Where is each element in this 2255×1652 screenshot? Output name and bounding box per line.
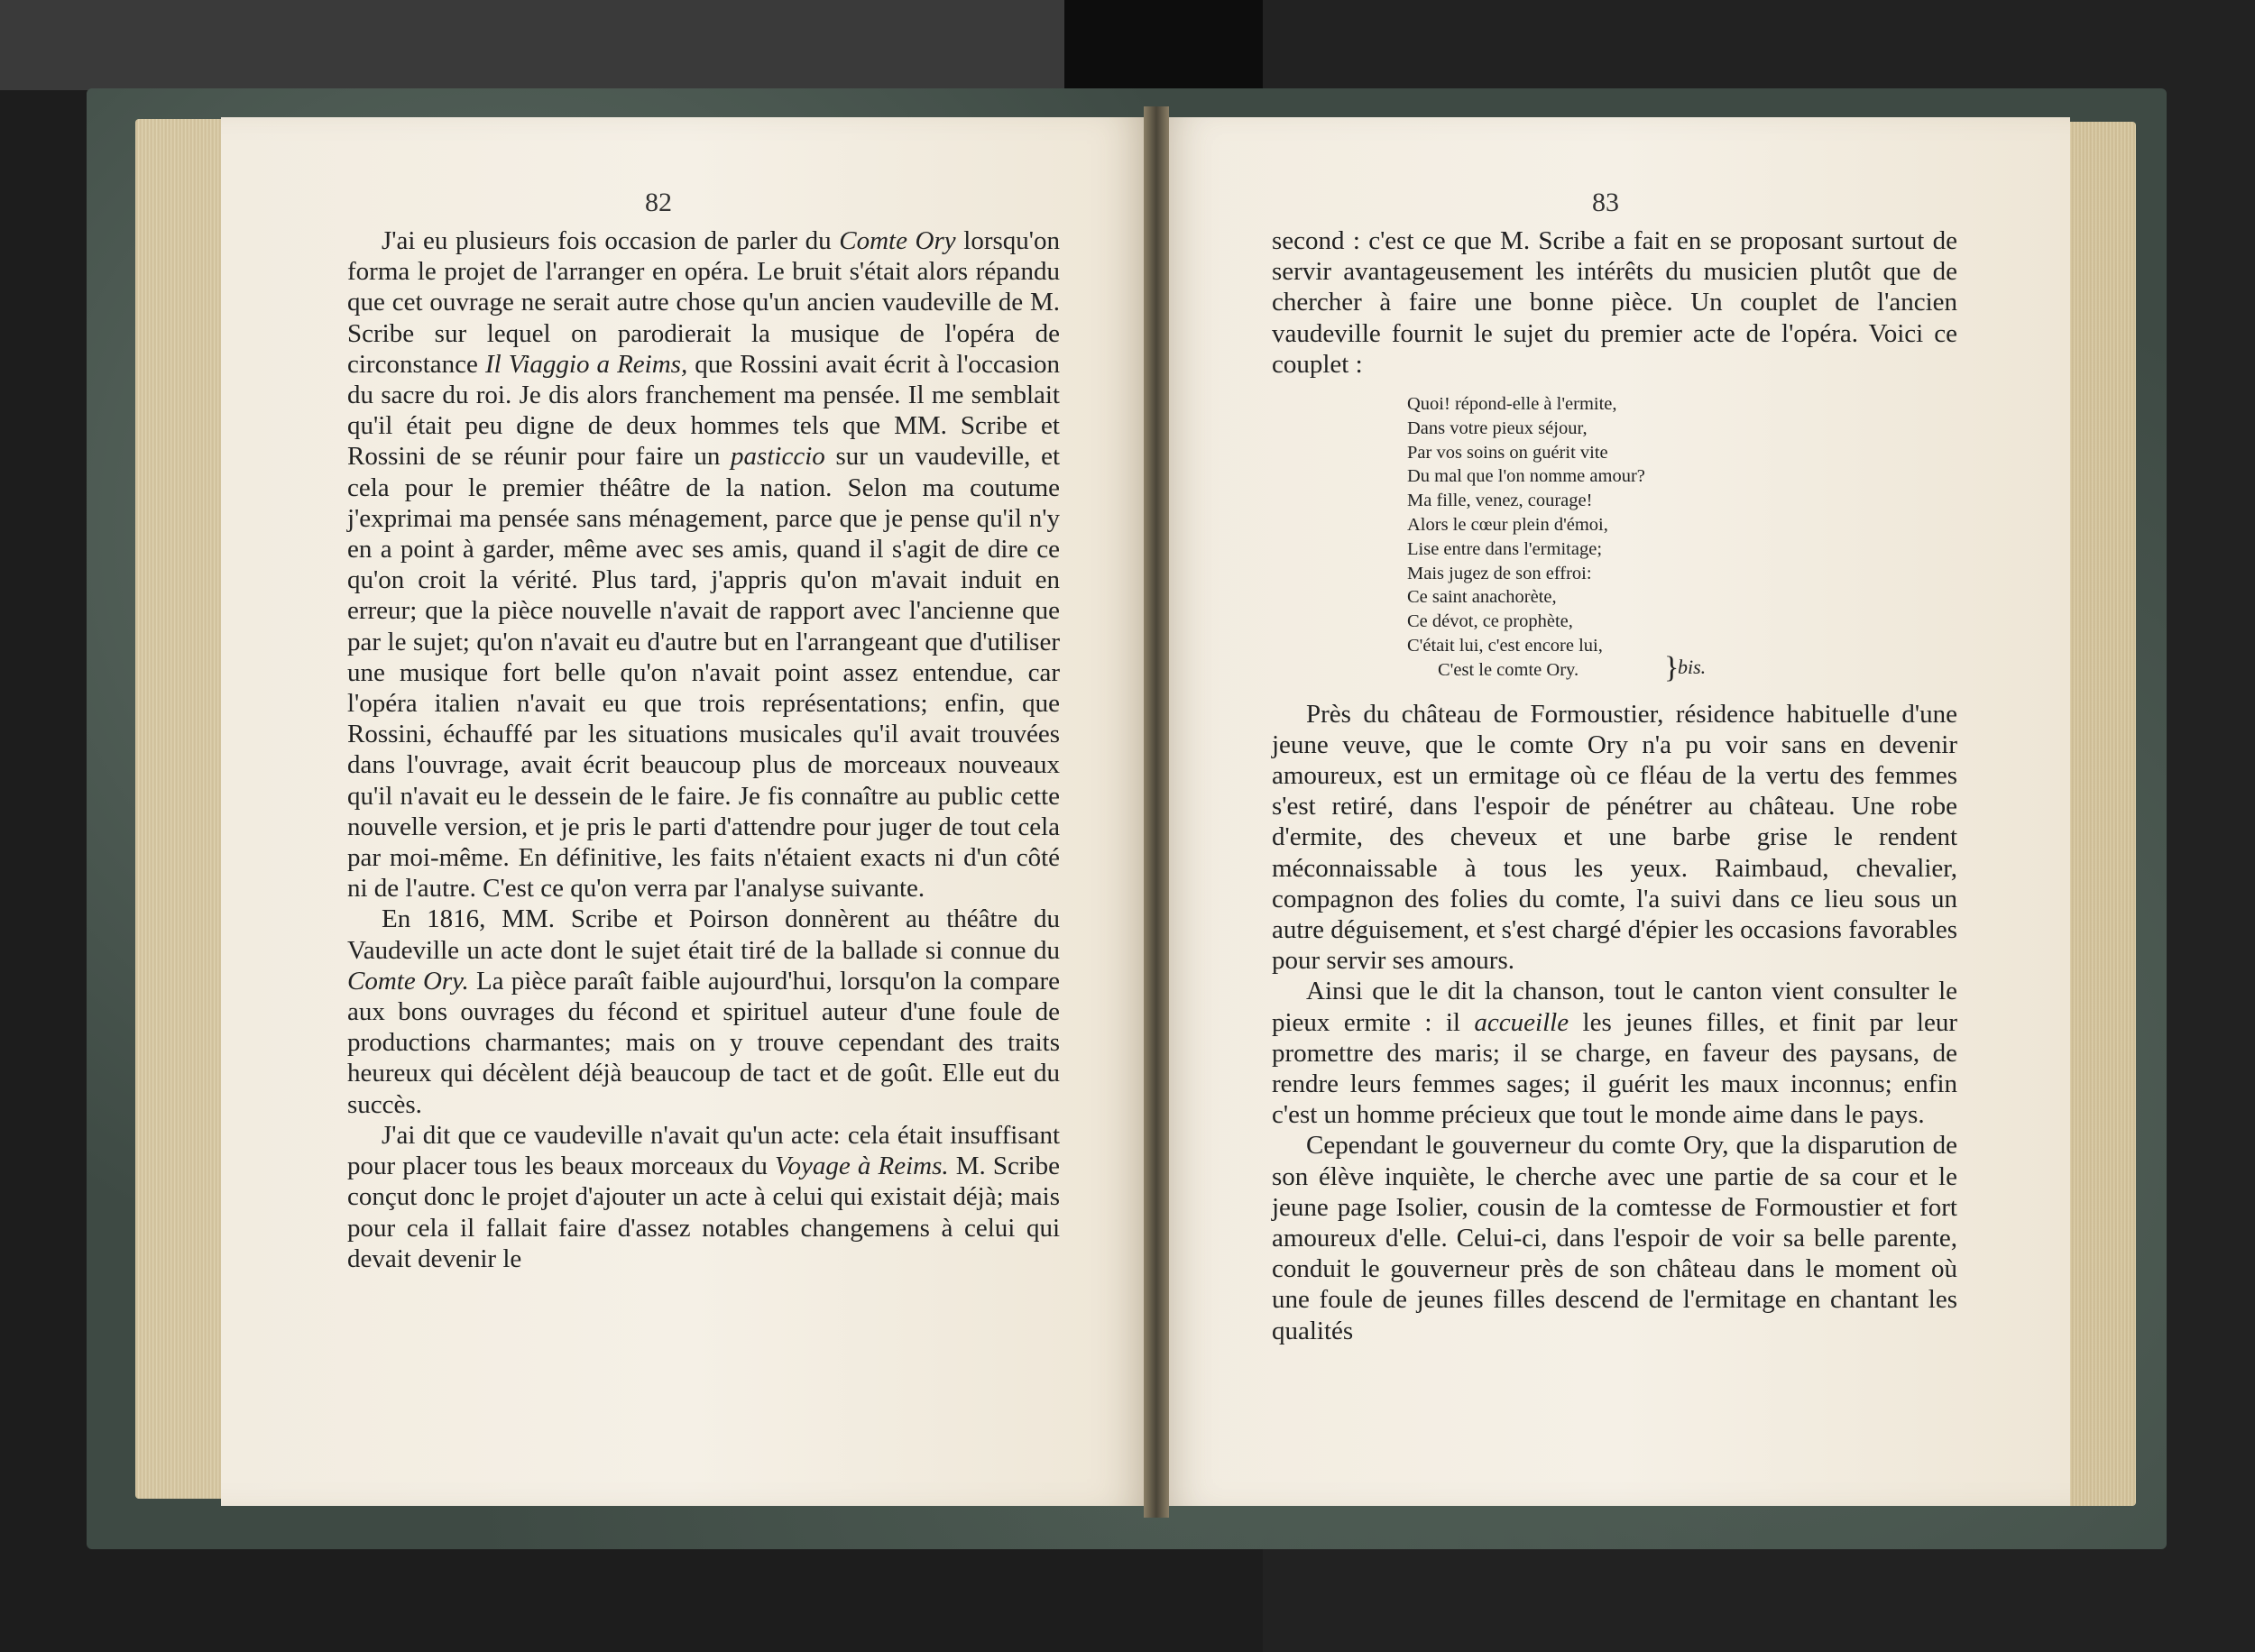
verse-line: Ma fille, venez, courage! — [1407, 491, 1593, 511]
verse-block — [1407, 392, 1840, 683]
book-gutter — [1144, 106, 1169, 1518]
page-edges-right — [2064, 122, 2136, 1506]
verse-brace: } — [1664, 651, 1680, 685]
paragraph — [347, 904, 1060, 1119]
verse-line: Ce dévot, ce prophète, — [1407, 611, 1573, 632]
paragraph — [347, 225, 1060, 904]
verse-line: Mais jugez de son effroi: — [1407, 563, 1592, 583]
verse-line: C'est le comte Ory. — [1438, 659, 1579, 680]
italic-title: Il Viaggio a Reims, — [485, 349, 688, 379]
text-run: sur un vaudeville, et cela pour le premier théâtre de la nation. Selon ma coutume j'exprimai ma pensée sans ménagement, parce que je pense qu'il n'y en a point à garder, même avec ses amis, quand il s'agit de dire ce qu'on croit la vérité. Plus tard, j'appris qu'on m'avait induit en erreur; que la pièce nouvelle n'avait de rapport avec l'ancienne que par le sujet; qu'on n'avait eu d'autre but en l'arrangeant que d'utiliser une musique fort belle qu'on n'avait point assez entendue, car l'opéra italien n'avait eu que trois représentations; enfin, que Rossini, échauffé par les situations musicales qu'il avait trouvées dans l'ouvrage, avait écrit beaucoup plus de morceaux nouveaux qu'il n'avait eu le dessein de le faire. Je fis connaître au public cette nouvelle version, et je pris le parti d'attendre pour juger de tout cela par moi-même. En définitive, les faits n'étaient exacts ni d'un côté ni de l'autre. C'est ce qu'on verra par l'analyse suivante. — [347, 442, 1061, 904]
verse-line: C'était lui, c'est encore lui, — [1407, 635, 1603, 656]
right-page-text — [1272, 225, 1957, 1346]
paragraph: Cependant le gouverneur du comte Ory, que la disparution de son élève inquiète, le cherche avec une partie de sa cour et le jeune page Isolier, cousin de la comtesse de Formoustier et fort amoureux d'elle. Celui-ci, dans l'espoir de voir sa belle parente, conduit le gouverneur près de son château dans le moment où une foule de jeunes filles descend de l'ermitage en chantant les qualités — [1272, 1131, 1957, 1345]
text-run: J'ai eu plusieurs fois occasion de parler du — [382, 226, 832, 255]
page-number: 83 — [1592, 188, 1619, 217]
left-page — [221, 117, 1150, 1506]
text-run: que Rossini avait écrit à l'occasion du sacre du roi. Je dis alors franchement ma pensée. Il me semblait qu'il était peu digne de deux hommes tels que MM. Scribe et Rossini de se réunir pour faire un — [347, 349, 1061, 472]
verse-line: Du mal que l'on nomme amour? — [1407, 466, 1645, 487]
paragraph: Près du château de Formoustier, résidence habituelle d'une jeune veuve, que le comte Ory n'a pu voir sans en devenir amoureux, est un ermitage où ce fléau de la vertu des femmes s'est retiré, dans l'espoir de pénétrer au château. Une robe d'ermite, des cheveux et une barbe grise le rendent méconnaissable à tous les yeux. Raimbaud, chevalier, compagnon des folies du comte, l'a suivi dans ce lieu sous un autre déguisement, et s'est chargé d'épier les occasions favorables pour servir ses amours. — [1272, 699, 1957, 976]
background-left — [0, 0, 1064, 90]
right-page — [1159, 117, 2070, 1506]
page-edges-left — [135, 119, 235, 1499]
verse-line: Lise entre dans l'ermitage; — [1407, 538, 1603, 559]
text-run: La pièce paraît faible aujourd'hui, lorsqu'on la compare aux bons ouvrages du fécond et spirituel auteur d'une foule de productions charmantes; mais on y trouve cependant des traits heureux qui décèlent déjà beaucoup de tact et de goût. Elle eut du succès. — [347, 966, 1061, 1119]
background-center — [1064, 0, 1263, 90]
verse-line: Par vos soins on guérit vite — [1407, 442, 1608, 463]
paragraph — [1272, 976, 1957, 1130]
verse-line: Dans votre pieux séjour, — [1407, 418, 1588, 438]
text-run: M. Scribe conçut donc le projet d'ajouter un acte à celui qui existait déjà; mais pour cela il fallait faire d'assez notables changemens à celui qui devait devenir le — [347, 1152, 1060, 1273]
italic-word: accueille — [1474, 1007, 1569, 1037]
paragraph — [347, 1120, 1060, 1274]
italic-title: Comte Ory — [839, 226, 956, 255]
italic-title: Voyage à Reims. — [775, 1152, 949, 1181]
text-run: Ainsi que le dit la chanson, tout le canton vient consulter le pieux ermite : il — [1272, 977, 1957, 1037]
italic-title: Comte Ory. — [347, 966, 469, 996]
text-run: lorsqu'on forma le projet de l'arranger en opéra. Le bruit s'était alors répandu que cet ouvrage ne serait autre chose qu'un ancien vaudeville de M. Scribe sur lequel on parodierait la musique de l'opéra de circonstance — [347, 226, 1061, 379]
text-run: J'ai dit que ce vaudeville n'avait qu'un acte: cela était insuffisant pour placer tous les beaux morceaux du — [347, 1120, 1060, 1181]
verse-line: Alors le cœur plein d'émoi, — [1407, 515, 1608, 535]
text-run: les jeunes filles, et finit par leur promettre des maris; il se charge, en faveur des paysans, de rendre leurs femmes sages; il guérit les maux inconnus; enfin c'est un homme précieux que tout le monde aime dans le pays. — [1272, 1007, 1958, 1130]
paragraph: second : c'est ce que M. Scribe a fait en se proposant surtout de servir avantageusement les intérêts du musicien plutôt que de chercher à faire une bonne pièce. Un couplet de l'ancien vaudeville fournit le sujet du premier acte de l'opéra. Voici ce couplet : — [1272, 226, 1957, 379]
left-page-text — [347, 225, 1060, 1274]
italic-word: pasticcio — [731, 442, 825, 472]
verse-line: Ce saint anachorète, — [1407, 587, 1557, 608]
bis-marker: bis. — [1678, 656, 1707, 679]
page-number: 82 — [645, 188, 672, 217]
text-run: En 1816, MM. Scribe et Poirson donnèrent au théâtre du Vaudeville un acte dont le sujet était tiré de la ballade si connue du — [347, 904, 1060, 965]
verse-line: Quoi! répond-elle à l'ermite, — [1407, 394, 1617, 415]
